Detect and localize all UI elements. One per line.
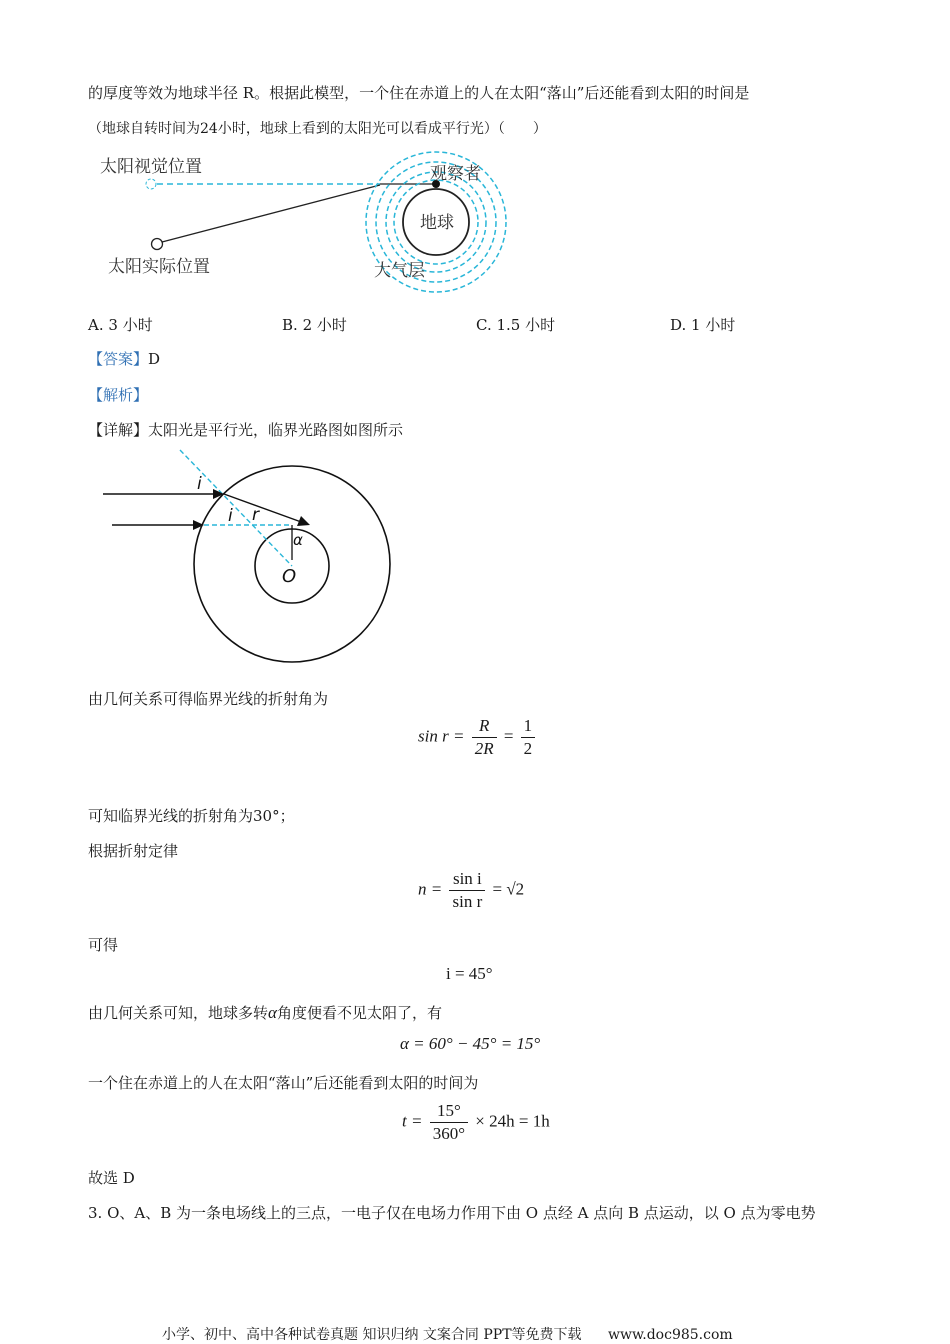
- label-i-bottom: i: [228, 506, 233, 526]
- option-d[interactable]: D. 1 小时: [670, 316, 736, 334]
- step-conclusion: 故选 D: [88, 1169, 135, 1187]
- figure-atmosphere-refraction: [90, 148, 530, 298]
- label-atmosphere: 大气层: [374, 261, 425, 281]
- label-observer: 观察者: [430, 164, 481, 184]
- answer-value: D: [148, 350, 161, 368]
- label-sun-visual-position: 太阳视觉位置: [100, 157, 202, 177]
- option-c[interactable]: C. 1.5 小时: [476, 316, 556, 334]
- footer: [162, 1324, 733, 1344]
- step-angle-30: 可知临界光线的折射角为30°；: [88, 807, 295, 825]
- step-time: 一个住在赤道上的人在太阳“落山”后还能看到太阳的时间为: [88, 1074, 479, 1092]
- arrow-head-top: [213, 489, 224, 499]
- question-line-1: 的厚度等效为地球半径 R。根据此模型，一个住在赤道上的人在太阳“落山”后还能看到太阳的时间是: [88, 84, 750, 102]
- step-alpha: 由几何关系可知，地球多转α角度便看不见太阳了，有: [88, 1003, 442, 1022]
- arrow-head-bottom: [193, 520, 204, 530]
- option-a[interactable]: A. 3 小时: [88, 316, 153, 334]
- detail-tag: 【详解】: [88, 421, 149, 439]
- step-snell-law: 根据折射定律: [88, 842, 179, 860]
- figure-critical-ray: [98, 442, 398, 664]
- footer-url[interactable]: www.doc985.com: [607, 1327, 733, 1343]
- sun-visual-marker: [146, 179, 156, 189]
- equation-i-45: i = 45°: [446, 964, 493, 983]
- atmosphere-outer-circle: [194, 466, 390, 662]
- footer-text: 小学、初中、高中各种试卷真题 知识归纳 文案合同 PPT等免费下载: [162, 1327, 582, 1343]
- option-b[interactable]: B. 2 小时: [282, 316, 347, 334]
- equation-alpha: α = 60° − 45° = 15°: [400, 1034, 541, 1053]
- label-earth: 地球: [420, 213, 454, 233]
- equation-sin-r: sin r = $\frac{R}{2R}$ = $\frac{1}{2}$: [418, 717, 538, 758]
- equation-snell: n = $\frac{\text{sin i}}{\text{sin r}}$ = √2: [418, 869, 525, 911]
- actual-ray: [162, 185, 380, 242]
- question-line-2: （地球自转时间为24小时，地球上看到的太阳光可以看成平行光）（ ）: [88, 121, 547, 137]
- equation-time: t = $\frac{15^\circ}{360^\circ}$ × 24h = 1h: [402, 1101, 550, 1143]
- label-r: r: [252, 505, 259, 525]
- detail-text: 太阳光是平行光，临界光路图如图所示: [148, 421, 404, 439]
- label-sun-actual-position: 太阳实际位置: [108, 257, 210, 277]
- next-question: 3. O、A、B 为一条电场线上的三点，一电子仅在电场力作用下由 O 点经 A 点向 B 点运动，以 O 点为零电势: [88, 1204, 816, 1222]
- answer-tag: 【答案】: [88, 350, 149, 368]
- label-o: O: [282, 566, 297, 587]
- label-alpha: α: [293, 531, 303, 549]
- answer-line: [88, 348, 160, 369]
- sun-actual-marker: [152, 239, 163, 250]
- step-result: 可得: [88, 936, 119, 954]
- detail-line: [88, 419, 403, 440]
- label-i-top: i: [197, 474, 202, 494]
- step-geometry-refraction: 由几何关系可得临界光线的折射角为: [88, 690, 329, 708]
- analysis-tag: 【解析】: [88, 386, 149, 404]
